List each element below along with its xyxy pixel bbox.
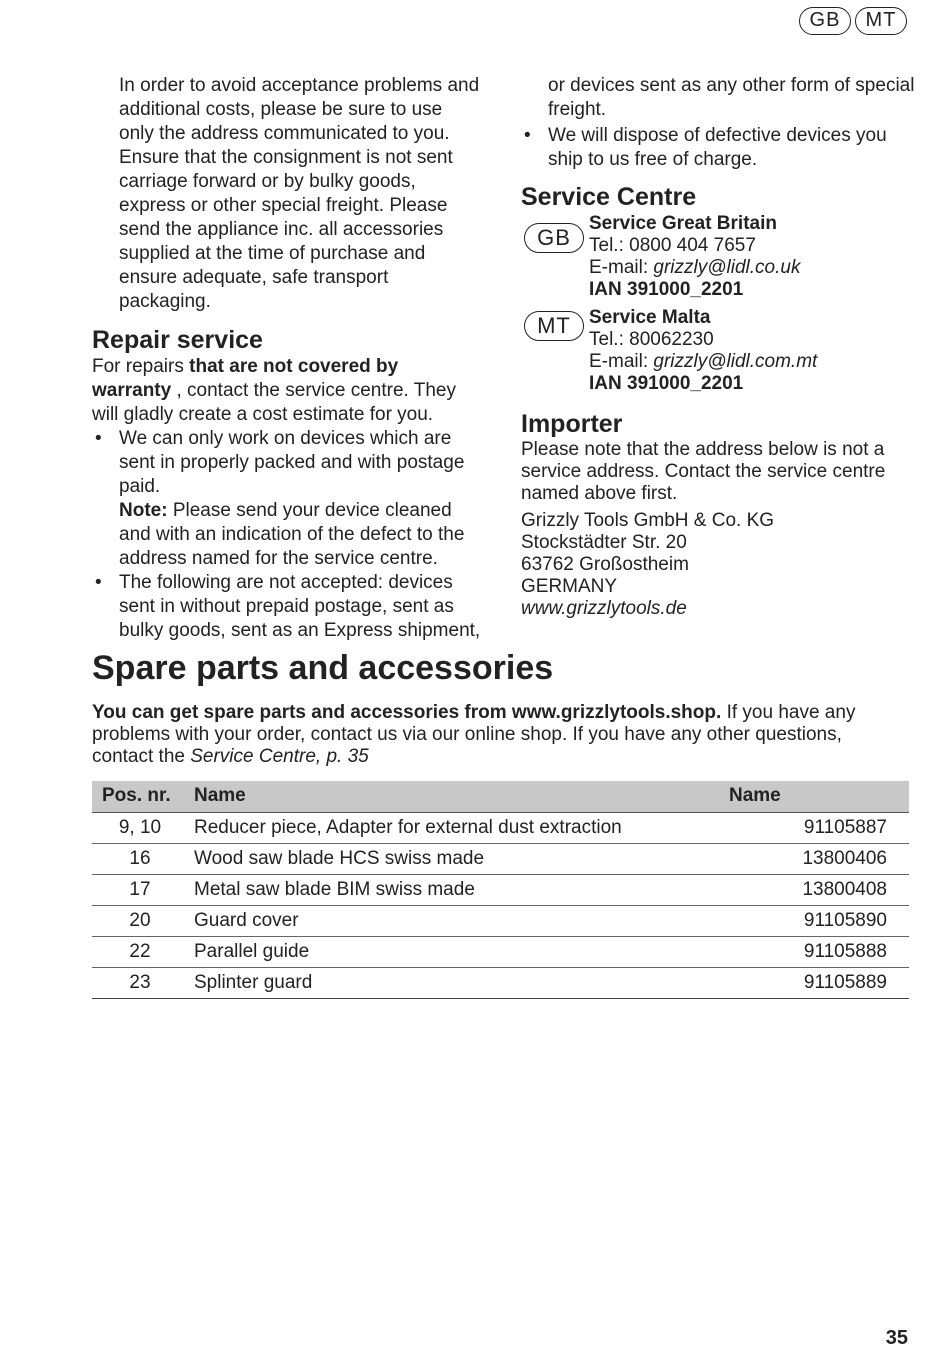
table-header-row (92, 781, 909, 812)
spare-parts-intro-rest: If you have any problems with your order, contact us via our online shop. If you have any other questions, contact the (92, 702, 856, 767)
service-centre-heading: Service Centre (521, 183, 697, 211)
importer-city: 63762 Großostheim (521, 554, 689, 575)
cell-pos: 22 (92, 936, 188, 967)
email-label: E-mail: (589, 351, 654, 372)
cell-pos: 16 (92, 843, 188, 874)
disposal-bullet-list (521, 124, 916, 172)
cell-part-number: 91105887 (729, 812, 909, 843)
cell-pos: 9, 10 (92, 812, 188, 843)
cell-name: Metal saw blade BIM swiss made (188, 874, 729, 905)
cell-name: Parallel guide (188, 936, 729, 967)
table-row (92, 967, 909, 998)
header-part-number: Name (729, 781, 909, 812)
country-badge-gb: GB (799, 7, 851, 35)
spare-parts-heading: Spare parts and accessories (92, 649, 554, 687)
continued-paragraph: In order to avoid acceptance problems and additional costs, please be sure to use only the address communicated to you. Ensure that the consignment is not sent carriage forward or by bulky goods, express or other special freight. Please send the appliance inc. all accessories supplied at the time of purchase and ensure adequate, safe transport packaging. (119, 75, 480, 312)
importer-note: Please note that the address below is not a service address. Contact the service centre named above first. (521, 439, 886, 504)
page-number: 35 (885, 1327, 908, 1349)
disposal-bullet: We will dispose of defective devices you ship to us free of charge. (548, 125, 887, 170)
table-row (92, 874, 909, 905)
right-column (521, 74, 916, 620)
service-name: Service Malta (589, 307, 711, 328)
service-ian: IAN 391000_2201 (589, 279, 744, 300)
importer-heading: Importer (521, 410, 623, 438)
repair-bullet-list (92, 427, 482, 643)
spare-parts-section (92, 648, 908, 768)
email-label: E-mail: (589, 257, 654, 278)
importer-address (521, 510, 916, 620)
cell-name: Reducer piece, Adapter for external dust extraction (188, 812, 729, 843)
repair-bullet-1: We can only work on devices which are sent in properly packed and with postage paid. (119, 428, 465, 497)
importer-street: Stockstädter Str. 20 (521, 532, 687, 553)
service-tel: Tel.: 80062230 (589, 329, 714, 350)
importer-website: www.grizzlytools.de (521, 598, 687, 619)
service-centre-reference: Service Centre, p. 35 (190, 746, 369, 767)
service-email: grizzly@lidl.com.mt (653, 351, 818, 372)
cell-name: Guard cover (188, 905, 729, 936)
cell-name: Splinter guard (188, 967, 729, 998)
continued-text: or devices sent as any other form of special freight. (548, 75, 915, 120)
repair-intro-pre: For repairs (92, 356, 190, 377)
table-row (92, 812, 909, 843)
spare-parts-table (92, 781, 909, 999)
cell-part-number: 91105890 (729, 905, 909, 936)
cell-part-number: 91105889 (729, 967, 909, 998)
note-text: Please send your device cleaned and with an indication of the defect to the address named for the service centre. (119, 500, 465, 569)
table-row (92, 905, 909, 936)
repair-service-heading: Repair service (92, 326, 263, 354)
country-badge-mt: MT (855, 7, 907, 35)
repair-bullet-2: The following are not accepted: devices sent in without prepaid postage, sent as bulky goods, sent as an Express shipment, (119, 572, 481, 641)
cell-pos: 17 (92, 874, 188, 905)
repair-intro (92, 355, 482, 427)
service-entry-mt (521, 307, 916, 395)
list-item (92, 571, 482, 643)
left-column (92, 74, 482, 643)
service-tel: Tel.: 0800 404 7657 (589, 235, 756, 256)
header-name: Name (188, 781, 729, 812)
repair-intro-bold: that are not covered by warranty (92, 356, 399, 401)
service-entry-gb (521, 213, 916, 301)
header-pos-nr: Pos. nr. (92, 781, 188, 812)
spare-parts-intro-bold: You can get spare parts and accessories from www.grizzlytools.shop. (92, 702, 722, 723)
list-item (521, 124, 916, 172)
cell-part-number: 13800408 (729, 874, 909, 905)
cell-part-number: 91105888 (729, 936, 909, 967)
cell-name: Wood saw blade HCS swiss made (188, 843, 729, 874)
country-badge-gb-service: GB (524, 223, 584, 253)
table-row (92, 936, 909, 967)
spare-parts-intro (92, 702, 908, 768)
country-badge-mt-service: MT (524, 311, 584, 341)
list-item (92, 427, 482, 571)
service-name: Service Great Britain (589, 213, 777, 234)
service-email-line (589, 257, 916, 279)
cell-part-number: 13800406 (729, 843, 909, 874)
repair-intro-post: , contact the service centre. They will gladly create a cost estimate for you. (92, 380, 456, 425)
service-email-line (589, 351, 916, 373)
note-label: Note: (119, 500, 168, 521)
cell-pos: 23 (92, 967, 188, 998)
importer-company: Grizzly Tools GmbH & Co. KG (521, 510, 775, 531)
importer-country: GERMANY (521, 576, 618, 597)
importer-section (521, 409, 916, 620)
service-email: grizzly@lidl.co.uk (653, 257, 801, 278)
service-ian: IAN 391000_2201 (589, 373, 744, 394)
table-row (92, 843, 909, 874)
cell-pos: 20 (92, 905, 188, 936)
